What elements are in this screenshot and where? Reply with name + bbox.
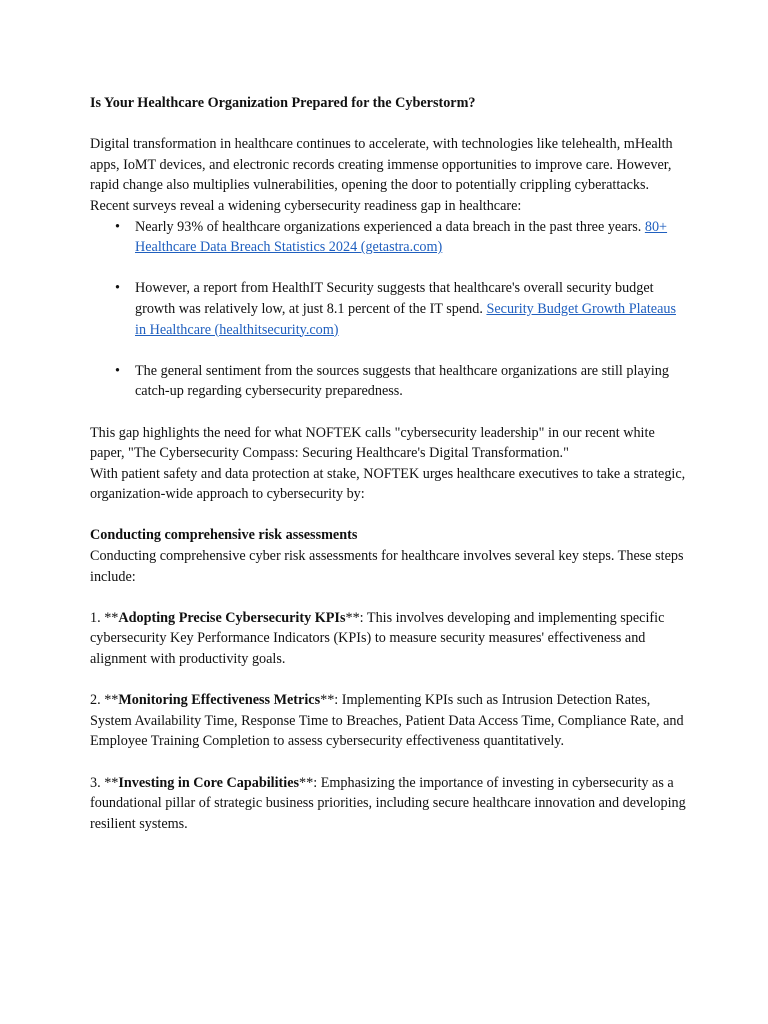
surveys-intro: Recent surveys reveal a widening cybersecurity readiness gap in healthcare: [90,197,522,214]
intro-paragraph: Digital transformation in healthcare continues to accelerate, with technologies like telehealth, mHealth apps, IoMT devices, and electronic records creating immense opportunities to improve care. However, rapid change also multiplies vulnerabilities, opening the door to potentially crippling cyberattacks. [90,136,673,194]
bullet-item [90,361,690,402]
breach-statistics-link[interactable]: 80+ Healthcare Data Breach Statistics 2024 (getastra.com) [135,218,668,256]
step-suffix: ** [299,774,314,791]
document-title: Is Your Healthcare Organization Prepared for the Cyberstorm? [90,95,476,111]
step-item [90,690,690,752]
bullet-icon: • [115,218,120,235]
spacer [90,752,690,773]
step-prefix: 2. ** [90,692,119,709]
security-budget-link[interactable]: Security Budget Growth Plateaus in Healthcare (healthitsecurity.com) [135,300,676,338]
bullet-text: The general sentiment from the sources suggests that healthcare organizations are still playing catch-up regarding cybersecurity preparedness. [135,362,669,400]
step-item [90,773,690,835]
step-text: : This involves developing and implementing specific cybersecurity Key Performance Indicators (KPIs) to measure security measures' effectiveness and alignment with productivity goals. [90,609,665,668]
step-suffix: ** [320,692,335,709]
spacer [90,670,690,691]
step-prefix: 3. ** [90,774,119,791]
urge-paragraph: With patient safety and data protection at stake, NOFTEK urges healthcare executives to take a strategic, organization-wide approach to cybersecurity by: [90,465,686,503]
step-item [90,608,690,670]
bullet-text: Nearly 93% of healthcare organizations experienced a data breach in the past three years. [135,218,642,235]
step-suffix: ** [345,609,360,626]
document-page [90,93,690,834]
bullet-icon: • [115,280,120,297]
bullet-item [90,217,690,258]
section-intro: Conducting comprehensive cyber risk assessments for healthcare involves several key steps. These steps include: [90,548,684,585]
step-prefix: 1. ** [90,609,119,626]
spacer [90,505,690,526]
bullet-text: However, a report from HealthIT Security suggests that healthcare's overall security budget growth was relatively low, at just 8.1 percent of the IT spend. [135,280,654,317]
step-name: Investing in Core Capabilities [118,774,300,791]
spacer [90,587,690,608]
gap-paragraph: This gap highlights the need for what NOFTEK calls "cybersecurity leadership" in our recent white paper, "The Cybersecurity Compass: Securing Healthcare's Digital Transformation." [90,424,655,462]
step-text: : Emphasizing the importance of investing in cybersecurity as a foundational pillar of strategic business priorities, including secure healthcare innovation and developing resilient systems. [90,774,686,832]
step-name: Monitoring Effectiveness Metrics [118,692,321,709]
bullet-icon: • [115,362,120,379]
bullet-item [90,278,690,340]
survey-bullet-list [90,217,690,402]
section-heading: Conducting comprehensive risk assessments [90,527,358,544]
step-text: : Implementing KPIs such as Intrusion Detection Rates, System Availability Time, Response Time to Breaches, Patient Data Access Time, Compliance Rate, and Employee Training Completion to assess cybersecurity effectiveness quantitatively. [90,692,684,750]
spacer [90,114,690,135]
spacer [90,402,690,423]
step-name: Adopting Precise Cybersecurity KPIs [118,609,346,626]
